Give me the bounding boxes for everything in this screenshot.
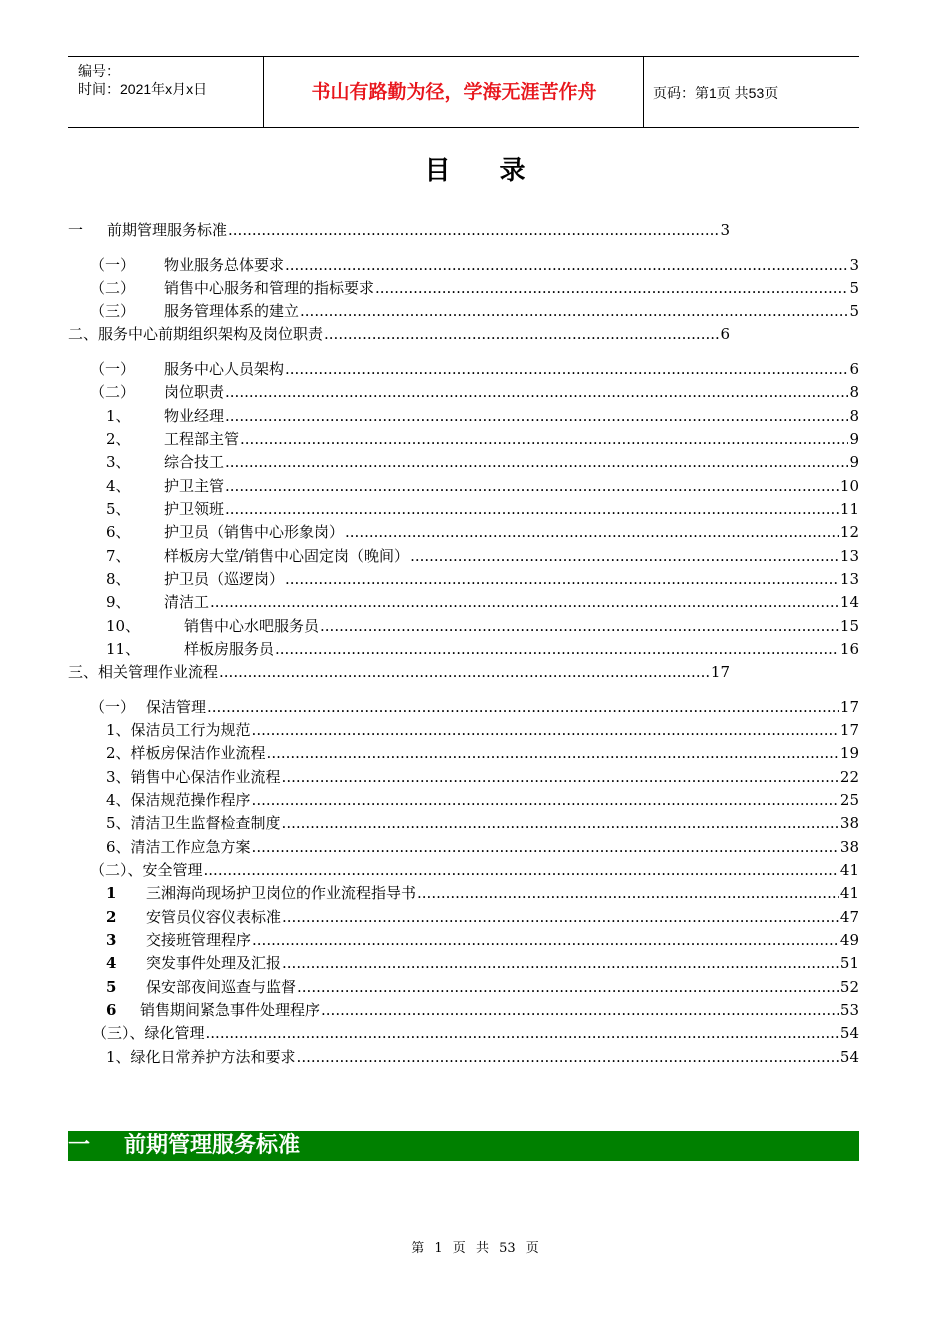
toc-entry-page: 13 [839, 570, 859, 588]
toc-entry-page: 9 [849, 453, 859, 471]
toc-entry-number: （一） [90, 256, 136, 274]
toc-entry[interactable] [106, 718, 859, 740]
footer-text: 页 [452, 1241, 466, 1256]
toc-dot-leader [225, 499, 839, 519]
toc-dot-leader [210, 592, 839, 612]
toc-entry[interactable] [106, 544, 859, 566]
toc-entry-page: 38 [839, 814, 859, 832]
toc-entry-label: 3、销售中心保洁作业流程 [106, 768, 281, 786]
toc-entry-label: 销售期间紧急事件处理程序 [140, 1001, 321, 1019]
toc-entry-number: 2、 [106, 430, 131, 448]
toc-entry-label: 综合技工 [164, 453, 225, 471]
toc-dot-leader [252, 930, 839, 950]
toc-entry[interactable] [106, 951, 859, 973]
toc-entry[interactable] [90, 253, 859, 275]
toc-dot-leader [219, 662, 710, 682]
toc-entry-number: 3 [106, 931, 117, 949]
toc-entry-label: 护卫员（巡逻岗） [164, 570, 285, 588]
toc-entry[interactable] [90, 858, 859, 880]
toc-entry-number: 10、 [106, 617, 141, 635]
toc-dot-leader [228, 220, 719, 240]
toc-entry-page: 17 [839, 698, 859, 716]
toc-dot-leader [320, 616, 839, 636]
toc-dot-leader [410, 546, 839, 566]
toc-entry-label: 6、清洁工作应急方案 [106, 838, 251, 856]
toc-title-char: 目 [424, 156, 451, 186]
toc-entry-page: 17 [710, 663, 730, 681]
toc-entry-page: 8 [849, 383, 859, 401]
toc-entry-number: 8、 [106, 570, 131, 588]
toc-entry-number: 6 [106, 1001, 117, 1019]
toc-entry-label: 保洁管理 [146, 698, 207, 716]
toc-entry[interactable] [106, 614, 859, 636]
toc-dot-leader [207, 697, 839, 717]
toc-entry[interactable] [106, 835, 859, 857]
header-divider [643, 57, 644, 127]
toc-entry-page: 8 [849, 407, 859, 425]
toc-entry-page: 41 [839, 861, 859, 879]
toc-dot-leader [252, 790, 839, 810]
header-page-number: 页码：第1页 共53页 [653, 85, 779, 101]
toc-entry-page: 17 [839, 721, 859, 739]
toc-entry[interactable] [106, 1045, 859, 1067]
toc-entry-label: 三、相关管理作业流程 [68, 663, 219, 681]
toc-dot-leader [285, 359, 848, 379]
toc-entry-label: 5、清洁卫生监督检查制度 [106, 814, 281, 832]
toc-dot-leader [282, 953, 839, 973]
header-motto: 书山有路勤为径，学海无涯苦作舟 [311, 81, 597, 103]
toc-entry-page: 49 [839, 931, 859, 949]
toc-entry[interactable] [106, 811, 859, 833]
toc-entry-page: 6 [720, 325, 730, 343]
toc-dot-leader [225, 476, 839, 496]
toc-entry-page: 5 [849, 279, 859, 297]
toc-entry[interactable] [106, 765, 859, 787]
toc-entry-number: （一） [90, 360, 136, 378]
toc-entry[interactable] [106, 741, 859, 763]
toc-dot-leader [267, 743, 839, 763]
toc-entry[interactable] [106, 905, 859, 927]
toc-entry-number: （二） [90, 383, 136, 401]
toc-entry-label: 保安部夜间巡查与监督 [146, 978, 297, 996]
toc-entry[interactable] [106, 497, 859, 519]
toc-entry-page: 12 [839, 523, 859, 541]
toc-entry-page: 19 [839, 744, 859, 762]
toc-entry-number: 4 [106, 954, 117, 972]
toc-entry-number: 2 [106, 908, 117, 926]
toc-entry-page: 51 [839, 954, 859, 972]
toc-entry-label: 工程部主管 [164, 430, 240, 448]
toc-entry-number: （一） [90, 698, 136, 716]
toc-dot-leader [282, 813, 839, 833]
toc-entry-label: 前期管理服务标准 [107, 221, 228, 239]
toc-dot-leader [240, 429, 848, 449]
footer-text: 第 [411, 1241, 425, 1256]
toc-entry[interactable] [90, 299, 859, 321]
toc-entry-label: 样板房服务员 [184, 640, 275, 658]
toc-entry-page: 22 [839, 768, 859, 786]
toc-dot-leader [252, 837, 839, 857]
toc-entry-label: 突发事件处理及汇报 [146, 954, 282, 972]
toc-entry-label: 物业服务总体要求 [164, 256, 285, 274]
toc-entry[interactable] [90, 695, 859, 717]
toc-entry[interactable] [106, 881, 859, 903]
toc-entry-page: 52 [839, 978, 859, 996]
toc-entry-page: 25 [839, 791, 859, 809]
toc-title-char: 录 [499, 156, 526, 186]
toc-entry[interactable] [106, 520, 859, 542]
toc-entry-page: 54 [839, 1024, 859, 1042]
toc-dot-leader [206, 1023, 839, 1043]
toc-entry-label: 4、保洁规范操作程序 [106, 791, 251, 809]
toc-entry-label: 2、样板房保洁作业流程 [106, 744, 266, 762]
toc-entry[interactable] [106, 998, 859, 1020]
number-label: 编号： [78, 63, 120, 79]
toc-dot-leader [252, 720, 839, 740]
toc-entry-label: 安管员仪容仪表标准 [146, 908, 282, 926]
toc-entry-page: 14 [839, 593, 859, 611]
toc-entry[interactable] [106, 450, 859, 472]
toc-entry[interactable] [106, 637, 859, 659]
toc-entry[interactable] [92, 1021, 859, 1043]
toc-entry-number: 1 [106, 884, 117, 902]
toc-dot-leader [297, 1047, 839, 1067]
toc-dot-leader [321, 1000, 839, 1020]
toc-entry-page: 10 [839, 477, 859, 495]
toc-entry-page: 54 [839, 1048, 859, 1066]
toc-dot-leader [225, 382, 848, 402]
toc-entry-number: 7、 [106, 547, 131, 565]
section-heading-number: 一 [68, 1133, 91, 1158]
footer-text: 共 [475, 1241, 489, 1256]
toc-entry-page: 53 [839, 1001, 859, 1019]
toc-entry-label: 销售中心水吧服务员 [184, 617, 320, 635]
toc-dot-leader [204, 860, 839, 880]
toc-entry-number: 11、 [106, 640, 141, 658]
toc-entry-number: 3、 [106, 453, 131, 471]
toc-entry-number: 1、 [106, 407, 131, 425]
toc-entry-page: 15 [839, 617, 859, 635]
toc-entry-page: 41 [839, 884, 859, 902]
toc-entry-number: 6、 [106, 523, 131, 541]
toc-entry-number: 5、 [106, 500, 131, 518]
toc-entry-label: 样板房大堂/销售中心固定岗（晚间） [164, 547, 410, 565]
toc-dot-leader [345, 522, 839, 542]
toc-dot-leader [285, 255, 848, 275]
toc-entry-page: 16 [839, 640, 859, 658]
toc-entry-page: 11 [839, 500, 859, 518]
toc-entry-label: 交接班管理程序 [146, 931, 252, 949]
toc-dot-leader [225, 452, 848, 472]
toc-entry-number: （三） [90, 302, 136, 320]
toc-entry-number: 4、 [106, 477, 131, 495]
toc-entry-number: 一 [68, 221, 84, 239]
time-label: 时间：2021年x月x日 [78, 81, 208, 97]
footer-text: 页 [525, 1241, 539, 1256]
toc-entry[interactable] [106, 590, 859, 612]
toc-entry-label: 1、保洁员工行为规范 [106, 721, 251, 739]
toc-dot-leader [375, 278, 848, 298]
toc-dot-leader [225, 406, 848, 426]
toc-dot-leader [417, 883, 839, 903]
toc-entry-page: 38 [839, 838, 859, 856]
toc-entry-label: 清洁工 [164, 593, 210, 611]
toc-entry[interactable] [106, 427, 859, 449]
toc-entry[interactable] [106, 975, 859, 997]
toc-entry-label: 1、绿化日常养护方法和要求 [106, 1048, 296, 1066]
toc-dot-leader [324, 324, 719, 344]
toc-entry-page: 13 [839, 547, 859, 565]
page-footer [0, 1237, 950, 1256]
toc-entry-page: 47 [839, 908, 859, 926]
toc-entry-label: 护卫领班 [164, 500, 225, 518]
toc-entry-label: 服务中心人员架构 [164, 360, 285, 378]
toc-entry[interactable] [106, 928, 859, 950]
toc-title [0, 150, 950, 187]
toc-entry[interactable] [68, 218, 730, 240]
toc-dot-leader [285, 569, 839, 589]
toc-entry-label: （三）、绿化管理 [92, 1024, 205, 1042]
toc-entry[interactable] [68, 322, 730, 344]
footer-total-pages: 53 [499, 1241, 516, 1256]
toc-entry[interactable] [106, 788, 859, 810]
toc-entry[interactable] [90, 276, 859, 298]
toc-dot-leader [300, 301, 848, 321]
toc-entry-label: 销售中心服务和管理的指标要求 [164, 279, 375, 297]
section-heading-title: 前期管理服务标准 [124, 1133, 301, 1158]
toc-dot-leader [275, 639, 839, 659]
toc-entry-label: 服务管理体系的建立 [164, 302, 300, 320]
section-heading [68, 1131, 859, 1161]
page-header [68, 56, 859, 128]
toc-entry-label: （二）、安全管理 [90, 861, 203, 879]
toc-entry[interactable] [68, 660, 730, 682]
toc-entry[interactable] [90, 357, 859, 379]
toc-dot-leader [297, 977, 839, 997]
toc-entry-label: 岗位职责 [164, 383, 225, 401]
toc-dot-leader [282, 907, 839, 927]
toc-entry-number: 5 [106, 978, 117, 996]
toc-entry-page: 3 [849, 256, 859, 274]
toc-entry[interactable] [106, 474, 859, 496]
footer-current-page: 1 [434, 1241, 443, 1256]
header-meta [78, 62, 207, 98]
toc-entry[interactable] [106, 404, 859, 426]
toc-dot-leader [282, 767, 839, 787]
toc-entry-number: （二） [90, 279, 136, 297]
toc-entry-page: 6 [849, 360, 859, 378]
toc-entry-page: 5 [849, 302, 859, 320]
toc-entry-page: 3 [720, 221, 730, 239]
toc-entry[interactable] [90, 380, 859, 402]
toc-entry-label: 护卫员（销售中心形象岗） [164, 523, 345, 541]
toc-entry-number: 9、 [106, 593, 131, 611]
toc-entry-page: 9 [849, 430, 859, 448]
toc-entry[interactable] [106, 567, 859, 589]
toc-entry-label: 护卫主管 [164, 477, 225, 495]
toc-entry-label: 三湘海尚现场护卫岗位的作业流程指导书 [146, 884, 417, 902]
toc-entry-label: 物业经理 [164, 407, 225, 425]
toc-entry-label: 二、服务中心前期组织架构及岗位职责 [68, 325, 324, 343]
